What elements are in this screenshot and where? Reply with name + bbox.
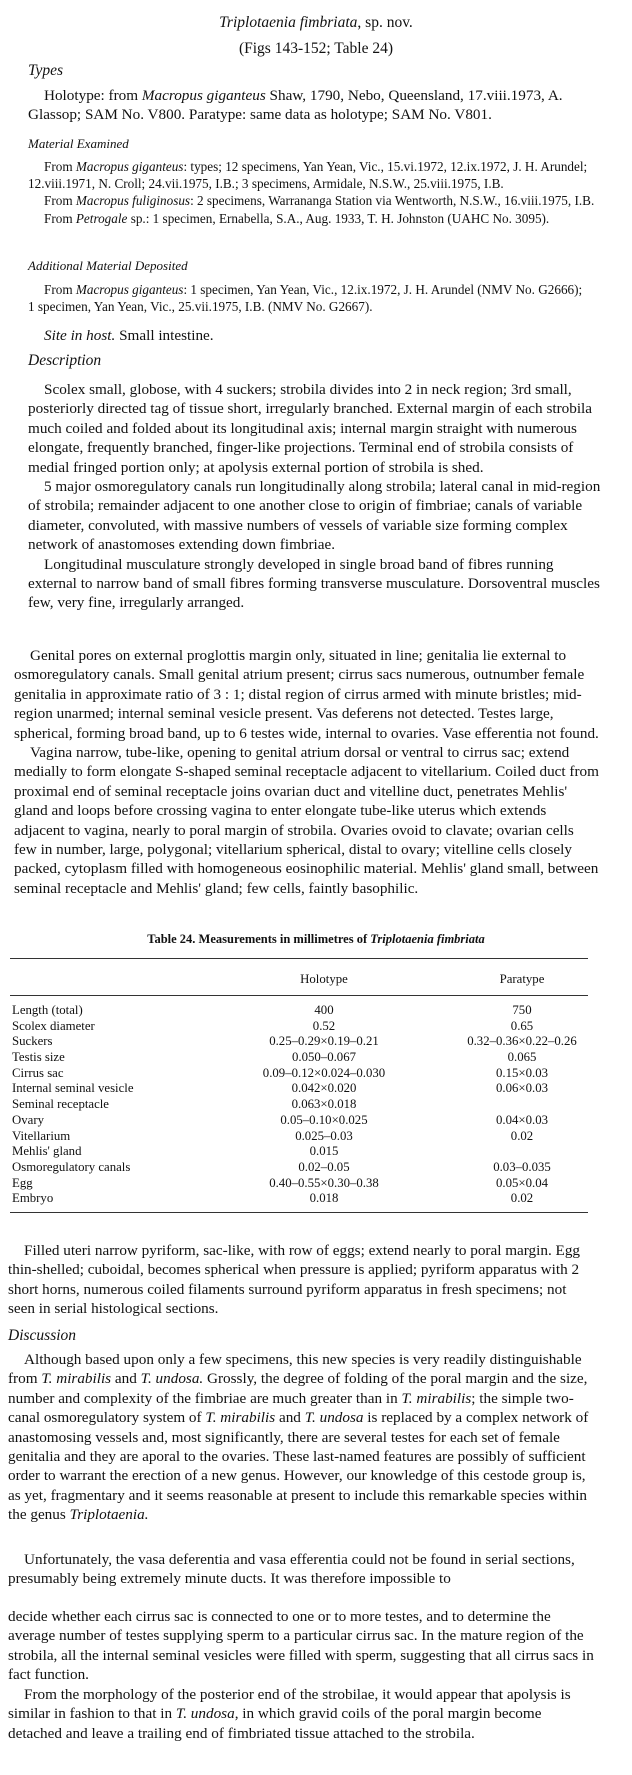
discussion-paragraph: Unfortunately, the vasa deferentia and vasa efferentia could not be found in serial sections, presumably being extremely minute ducts. It was therefore impossible to bbox=[8, 1551, 575, 1588]
discussion-heading: Discussion bbox=[8, 1327, 77, 1344]
table-row: Mehlis' gland 0.015 bbox=[12, 1144, 339, 1159]
description-paragraph: Scolex small, globose, with 4 suckers; strobila divides into 2 in neck region; 3rd small, posteriorly directed tag of tissue short, irregularly branched. External margin of each strobila much coiled and folded about its longitudinal axis; internal margin straight with numerous elongate, frequently branched, finger-like projections. Terminal end of strobila consists of medial fringed portion only; at apolysis external portion of strobila is shed. bbox=[28, 381, 592, 476]
table-row: Seminal receptacle 0.063×0.018 bbox=[12, 1097, 357, 1112]
description-paragraph: Genital pores on external proglottis margin only, situated in line; genitalia lie external to osmoregulatory canals. Small genital atrium present; cirrus sacs numerous, outnumber female genitalia in approximate ratio of 3 : 1; distal region of cirrus armed with minute bristles; mid-region unarmed; internal seminal vesicle present. Vas deferens not detected. Testes large, spherical, forming broad band, up to 6 testes wide, internal to ovaries. Vase efferentia not found. bbox=[14, 647, 599, 742]
site-in-host: Site in host. Small intestine. bbox=[44, 327, 214, 344]
table-row: Suckers 0.25–0.29×0.19–0.21 0.32–0.36×0.22–0.26 bbox=[12, 1034, 577, 1049]
table-row: Vitellarium 0.025–0.03 0.02 bbox=[12, 1128, 534, 1143]
table-row: Ovary 0.05–0.10×0.025 0.04×0.03 bbox=[12, 1112, 548, 1127]
table-row: Cirrus sac 0.09–0.12×0.024–0.030 0.15×0.03 bbox=[12, 1065, 548, 1080]
table-header-holotype: Holotype bbox=[300, 972, 348, 986]
description-paragraph: Vagina narrow, tube-like, opening to genital atrium dorsal or ventral to cirrus sac; extend medially to form elongate S-shaped seminal receptacle adjacent to vitellarium. Coiled duct from proximal end of seminal receptacle joins ovarian duct and vitelline duct, penetrates Mehlis' gland and loops before crossing vagina to enter elongate tube-like uterus which extends adjacent to vagina, nearly to poral margin of strobila. Ovaries ovoid to clavate; ovarian cells few in number, large, polygonal; vitellarium spherical, distal to ovary; vitelline cells closely packed, cytoplasm filled with homogeneous eosinophilic material. Mehlis' gland small, between seminal receptacle and Mehlis' gland; few cells, faintly basophilic. bbox=[14, 744, 599, 897]
host-name: Macropus giganteus bbox=[141, 87, 266, 104]
species-name: Triplotaenia fimbriata bbox=[219, 14, 358, 31]
species-suffix: , sp. nov. bbox=[357, 14, 413, 31]
table-top-rule bbox=[10, 958, 588, 959]
table-caption: Table 24. Measurements in millimetres of Triplotaenia fimbriata bbox=[147, 932, 485, 946]
table-row: Length (total) 400 750 bbox=[12, 1003, 532, 1017]
discussion-paragraph: Although based upon only a few specimens, this new species is very readily distinguishable from T. mirabilis and T. undosa. Grossly, the degree of folding of the poral margin and the size, number and complexity of the fimbriae are much greater than in T. mirabilis; the simple two-canal osmoregulatory system of T. mirabilis and T. undosa is replaced by a complex network of anastomosing vessels and, most significantly, there are several testes for each set of female genitalia and they are aporal to the ovaries. These last-named features are possibly of sufficient order to warrant the erection of a new genus. However, our knowledge of this cestode group is, as yet, fragmentary and it seems reasonable at present to include this remarkable species within the genus Triplotaenia. bbox=[8, 1351, 589, 1524]
figures-reference: (Figs 143-152; Table 24) bbox=[238, 40, 394, 57]
material-entry: From Petrogale sp.: 1 specimen, Ernabella, S.A., Aug. 1933, T. H. Johnston (UAHC No. 3095). bbox=[44, 210, 550, 226]
material-examined-list bbox=[28, 158, 613, 227]
description-section-a bbox=[28, 380, 603, 613]
measurements-table bbox=[12, 1003, 590, 1207]
types-heading: Types bbox=[28, 62, 64, 79]
types-paragraph: Holotype: from Macropus giganteus Shaw, 1790, Nebo, Queensland, 17.viii.1973, A. Glassop; SAM No. V800. Paratype: same data as holotype; SAM No. V801. bbox=[28, 87, 563, 124]
additional-material-heading: Additional Material Deposited bbox=[28, 258, 188, 273]
description-section-b bbox=[14, 646, 599, 898]
uteri-paragraph: Filled uteri narrow pyriform, sac-like, with row of eggs; extend nearly to poral margin. Egg thin-shelled; cuboidal, becomes spherical when pressure is applied; pyriform apparatus with 2 short horns, numerous coiled filaments surround pyriform apparatus in fresh specimens; not seen in serial histological sections. bbox=[8, 1242, 581, 1318]
table-row: Scolex diameter 0.52 0.65 bbox=[12, 1018, 534, 1033]
additional-material-paragraph: From Macropus giganteus: 1 specimen, Yan Yean, Vic., 12.ix.1972, J. H. Arundel (NMV No. G2666); 1 specimen, Yan Yean, Vic., 25.vii.1975, I.B. (NMV No. G2667). bbox=[28, 282, 583, 315]
material-entry: From Macropus giganteus: types; 12 specimens, Yan Yean, Vic., 15.vi.1972, 12.ix.1972, J. H. Arundel; 12.viii.1971, N. Croll; 24.vii.1975, I.B.; 3 specimens, Armidale, N.S.W., 25.viii.1975, I.B. bbox=[28, 159, 588, 192]
table-row: Internal seminal vesicle 0.042×0.020 0.06×0.03 bbox=[12, 1081, 548, 1096]
table-row: Embryo 0.018 0.02 bbox=[12, 1191, 534, 1206]
description-paragraph: 5 major osmoregulatory canals run longitudinally along strobila; lateral canal in mid-region of strobila; remainder adjacent to one another close to origin of fimbriae; canals of variable diameter, convoluted, with massive numbers of vessels of variable size forming complex network of anastomoses extending down fimbriae. bbox=[28, 478, 601, 554]
table-header-row bbox=[12, 972, 590, 988]
material-entry: From Macropus fuliginosus: 2 specimens, Warrananga Station via Wentworth, N.S.W., 16.viii.1975, I.B. bbox=[44, 193, 595, 209]
table-row: Osmoregulatory canals 0.02–0.05 0.03–0.035 bbox=[12, 1159, 551, 1174]
species-title bbox=[0, 14, 632, 32]
table-row: Egg 0.40–0.55×0.30–0.38 0.05×0.04 bbox=[12, 1175, 548, 1190]
site-label: Site in host. bbox=[44, 327, 116, 344]
description-paragraph: Longitudinal musculature strongly developed in single broad band of fibres running external to narrow band of small fibres forming transverse musculature. Dorsoventral muscles few, very fine, irregularly arranged. bbox=[28, 555, 600, 612]
discussion-paragraph: From the morphology of the posterior end of the strobilae, it would appear that apolysis is similar in fashion to that in T. undosa, in which gravid coils of the poral margin become detached and leave a trailing end of fimbriated tissue attached to the strobila. bbox=[8, 1686, 571, 1742]
material-examined-heading: Material Examined bbox=[28, 136, 129, 151]
table-header-paratype: Paratype bbox=[499, 972, 545, 986]
description-heading: Description bbox=[28, 352, 102, 369]
table-header-rule bbox=[10, 995, 588, 996]
discussion-paragraph-continued: decide whether each cirrus sac is connected to one or to more testes, and to determine the average number of testes supplying sperm to a particular cirrus sac. In the mature region of the strobila, all the internal seminal vesicles were filled with sperm, suggesting that all cirrus sacs in fact function. bbox=[8, 1608, 594, 1684]
table-row: Testis size 0.050–0.067 0.065 bbox=[12, 1050, 537, 1065]
table-bottom-rule bbox=[10, 1212, 588, 1213]
